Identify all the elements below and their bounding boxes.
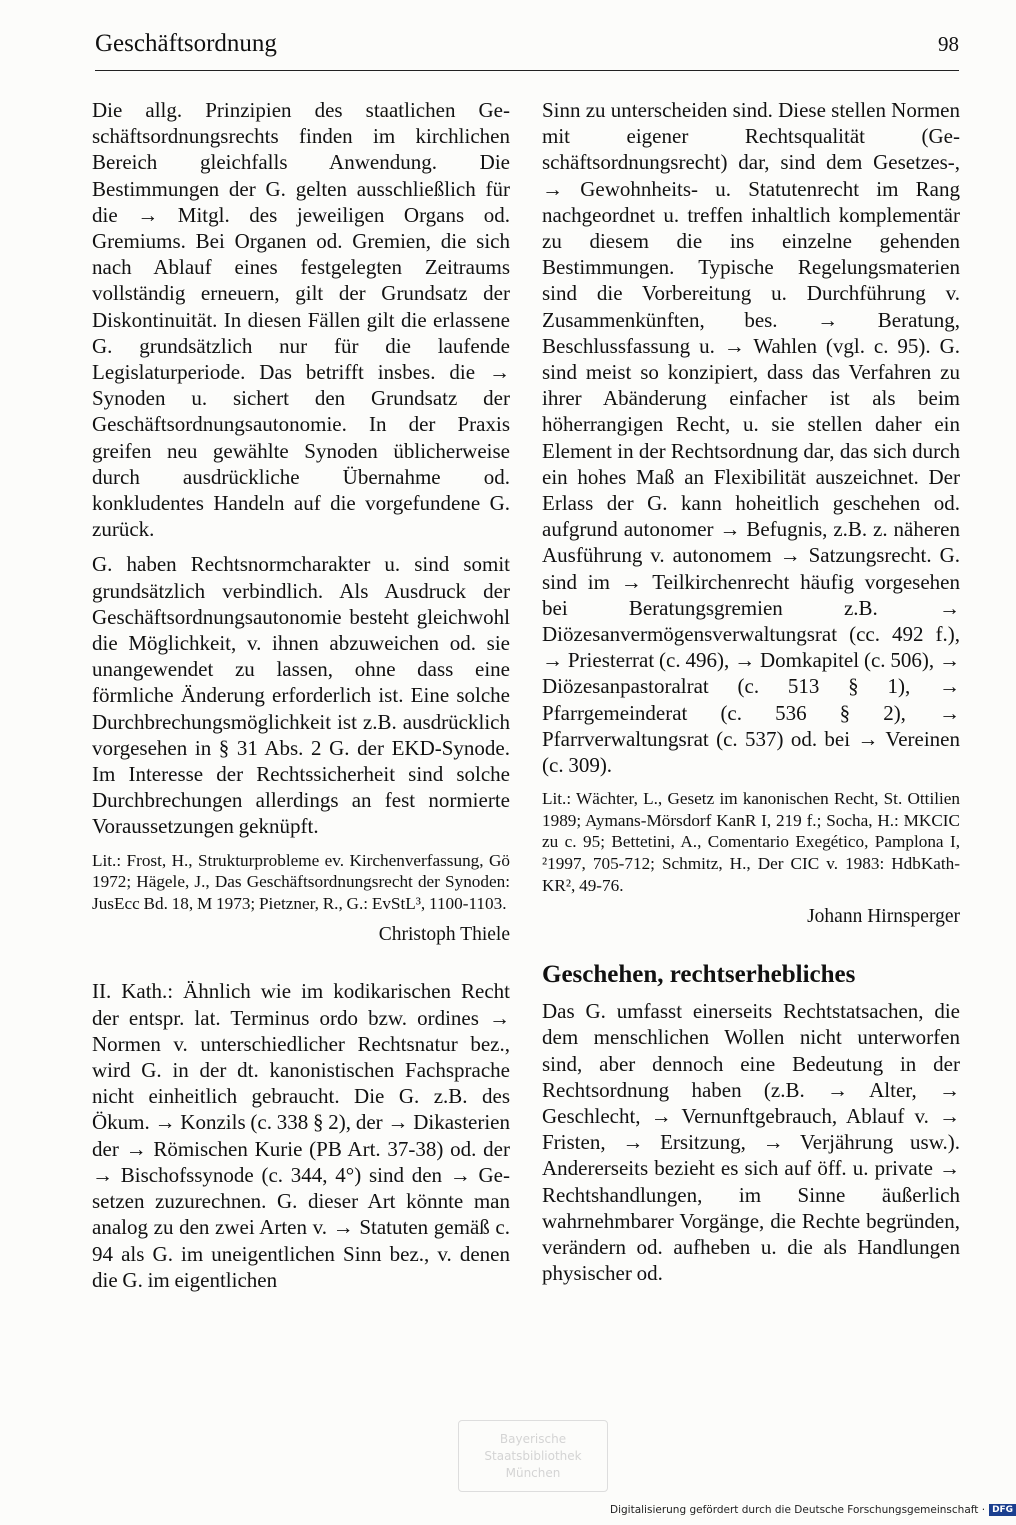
dfg-logo-icon: DFG: [989, 1504, 1016, 1516]
left-column: [92, 97, 510, 1302]
footer-text: Digitalisierung gefördert durch die Deutsche Forschungsgemeinschaft ·: [610, 1504, 986, 1516]
running-title: Geschäftsordnung: [95, 30, 277, 57]
literature-reference: Lit.: Wächter, L., Gesetz im kanonischen Recht, St. Ottilien 1989; Aymans-Mörsdorf KanR I, 219 f.; Socha, H.: MKCIC zu c. 95; Bettetini, A., Comentario Exegético, Pamplona I, ²1997, 705-712; Schmitz, H., Der CIC v. 1983: HdbKath-KR², 49-76.: [542, 789, 960, 895]
page-number: 98: [938, 32, 959, 56]
paragraph: Sinn zu unterscheiden sind. Diese stellen Normen mit eigener Rechtsqualität (Geschäftsordnungsrecht) dar, sind dem Gesetzes-, → Gewohnheits- u. Statutenrecht im Rang nachgeordnet u. treffen inhaltlich komplementär zu diesem die ins einzelne gehenden Bestimmungen. Typische Regelungsmaterien sind die Vorbereitung u. Durchführung v. Zusammenkünften, bes. → Beratung, Beschlussfassung u. → Wahlen (vgl. c. 95). G. sind meist so konzipiert, dass das Verfahren zu ihrer Abänderung einfacher ist als beim höherrangigen Recht, u. sie stellen daher ein Element in der Rechtsordnung dar, das sich durch ein hohes Maß an Flexibilität auszeichnet. Der Erlass der G. kann hoheitlich geschehen od. aufgrund autonomer → Befugnis, z.B. z. näheren Ausführung v. autonomem → Satzungsrecht. G. sind im → Teilkirchenrecht häufig vorgesehen bei Beratungsgremien z.B. → Diözesanvermögensverwaltungsrat (cc. 492 f.), → Priesterrat (c. 496), → Domkapitel (c. 506), → Diözesanpastoralrat (c. 513 § 1), → Pfarrgemeinderat (c. 536 § 2), → Pfarrverwaltungsrat (c. 537) od. bei → Vereinen (c. 309).: [542, 98, 960, 778]
author-signature: Johann Hirnsperger: [807, 906, 960, 928]
author-signature: Christoph Thiele: [378, 924, 510, 946]
stamp-line: Bayerische: [499, 1432, 567, 1446]
digitization-footer: [610, 1504, 1014, 1522]
stamp-line: Staatsbibliothek: [484, 1449, 582, 1463]
library-stamp: [458, 1420, 608, 1492]
running-header: [95, 30, 959, 71]
article-title: Geschehen, rechtserhebliches: [542, 961, 856, 989]
paragraph: II. Kath.: Ähnlich wie im kodikarischen Recht der entspr. lat. Terminus ordo bzw. ordines → Normen v. unterschiedlicher Rechtsnatur bez., wird G. in der dt. kanonistischen Fachsprache nicht einheitlich gebraucht. Die G. z.B. des Ökum. → Konzils (c. 338 § 2), der → Dikasterien der → Römischen Kurie (PB Art. 37-38) od. der → Bischofssynode (c. 344, 4°) sind den → Gesetzen zuzurechnen. G. dieser Art könnte man analog zu den zwei Arten v. → Statuten gemäß c. 94 als G. im uneigentlichen Sinn bez., v. denen die G. im eigentlichen: [92, 979, 510, 1292]
right-column: [542, 97, 960, 1295]
paragraph: G. haben Rechtsnormcharakter u. sind somit grundsätzlich verbindlich. Als Ausdruck der Geschäftsordnungsautonomie besteht gleichwohl die Möglichkeit, v. ihnen abzuweichen od. sie unangewendet zu lassen, ohne dass eine förmliche Änderung erforderlich ist. Eine solche Durchbrechungsmöglichkeit ist z.B. ausdrücklich vorgesehen in § 31 Abs. 2 G. der EKD-Synode. Im Interesse der Rechtssicherheit sind solche Durchbrechungen allerdings an fest normierte Voraussetzungen geknüpft.: [92, 552, 510, 839]
paragraph: Das G. umfasst einerseits Rechtstatsachen, die dem menschlichen Wollen nicht unterworfen sind, aber dennoch eine Bedeutung in der Rechtsordnung haben (z.B. → Alter, → Geschlecht, → Vernunftgebrauch, Ablauf v. → Fristen, → Ersitzung, → Verjährung usw.). Andererseits bezieht es sich auf öff. u. private → Rechtshandlungen, im Sinne äußerlich wahrnehmbarer Vorgänge, die Rechte begründen, verändern od. aufheben u. die als Handlungen physischer od.: [542, 999, 960, 1286]
literature-reference: Lit.: Frost, H., Strukturprobleme ev. Kirchenverfassung, Gö 1972; Hägele, J., Das Geschäftsordnungsrecht der Synoden: JusEcc Bd. 18, M 1973; Pietzner, R., G.: EvStL³, 1100-1103.: [92, 850, 510, 913]
stamp-line: München: [505, 1466, 561, 1480]
paragraph: Die allg. Prinzipien des staatlichen Geschäftsordnungsrechts finden im kirchlichen Bereich gleichfalls Anwendung. Die Bestimmungen der G. gelten ausschließlich für die → Mitgl. des jeweiligen Organs od. Gremiums. Bei Organen od. Gremien, die sich nach Ablauf eines festgelegten Zeitraums vollständig erneuern, gilt der Grundsatz der Diskontinuität. In diesen Fällen gilt die erlassene G. grundsätzlich nur für die laufende Legislaturperiode. Das betrifft insbes. die → Synoden u. sichert den Grundsatz der Geschäftsordnungsautonomie. In der Praxis greifen neu gewählte Synoden üblicherweise durch ausdrückliche Übernahme od. konkludentes Handeln auf die vorgefundene G. zurück.: [92, 98, 510, 542]
